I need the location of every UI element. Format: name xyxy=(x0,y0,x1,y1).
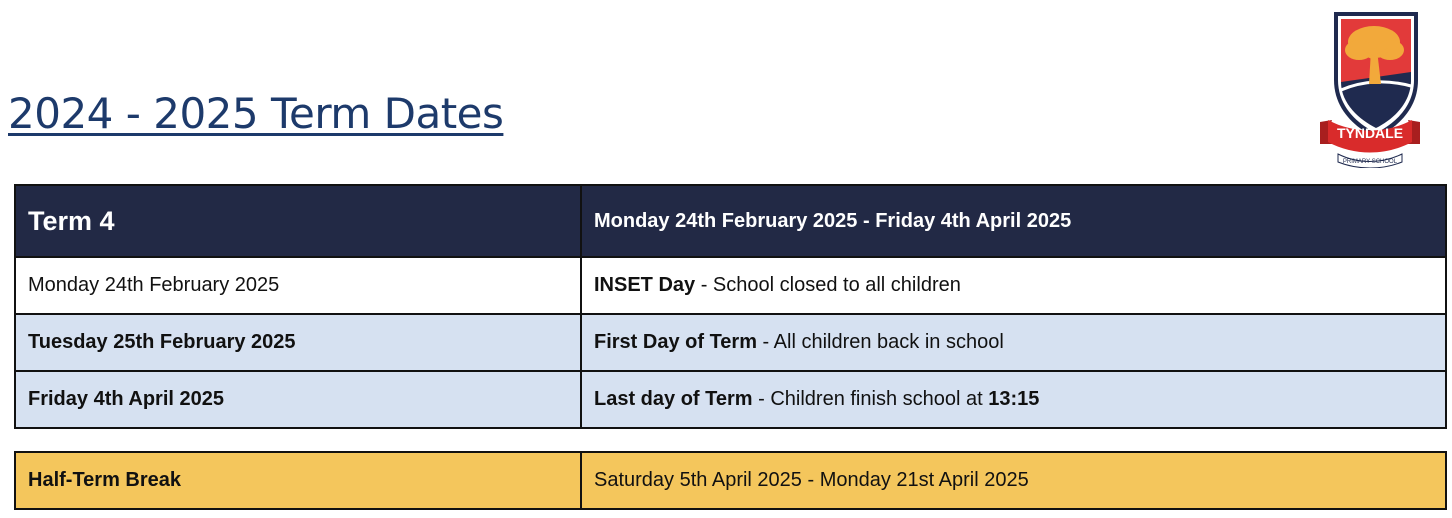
table-row xyxy=(15,257,1446,314)
table-row xyxy=(15,314,1446,371)
crest-subtitle: PRIMARY SCHOOL xyxy=(1342,159,1398,165)
page-title: 2024 - 2025 Term Dates xyxy=(8,89,504,138)
term-date-range: Monday 24th February 2025 - Friday 4th April 2025 xyxy=(581,185,1446,257)
event-detail: - All children back in school xyxy=(757,331,1004,353)
row-event xyxy=(581,314,1446,371)
event-detail: - School closed to all children xyxy=(695,274,961,296)
event-title: First Day of Term xyxy=(594,331,757,353)
event-title: Last day of Term xyxy=(594,388,753,410)
break-date-range: Saturday 5th April 2025 - Monday 21st April 2025 xyxy=(581,452,1446,509)
school-crest-logo xyxy=(1314,10,1426,168)
row-event xyxy=(581,257,1446,314)
row-date: Monday 24th February 2025 xyxy=(15,257,581,314)
row-date: Tuesday 25th February 2025 xyxy=(15,314,581,371)
break-name: Half-Term Break xyxy=(15,452,581,509)
row-event xyxy=(581,371,1446,428)
term-name: Term 4 xyxy=(15,185,581,257)
crest-school-name: TYNDALE xyxy=(1336,125,1404,141)
event-title: INSET Day xyxy=(594,274,696,296)
half-term-row xyxy=(15,452,1446,509)
row-date: Friday 4th April 2025 xyxy=(15,371,581,428)
term-dates-table xyxy=(14,184,1447,429)
term-header-row xyxy=(15,185,1446,257)
half-term-table xyxy=(14,451,1447,510)
event-detail: - Children finish school at xyxy=(752,388,989,410)
school-crest-icon xyxy=(1314,10,1426,168)
event-time: 13:15 xyxy=(988,388,1040,410)
table-row xyxy=(15,371,1446,428)
